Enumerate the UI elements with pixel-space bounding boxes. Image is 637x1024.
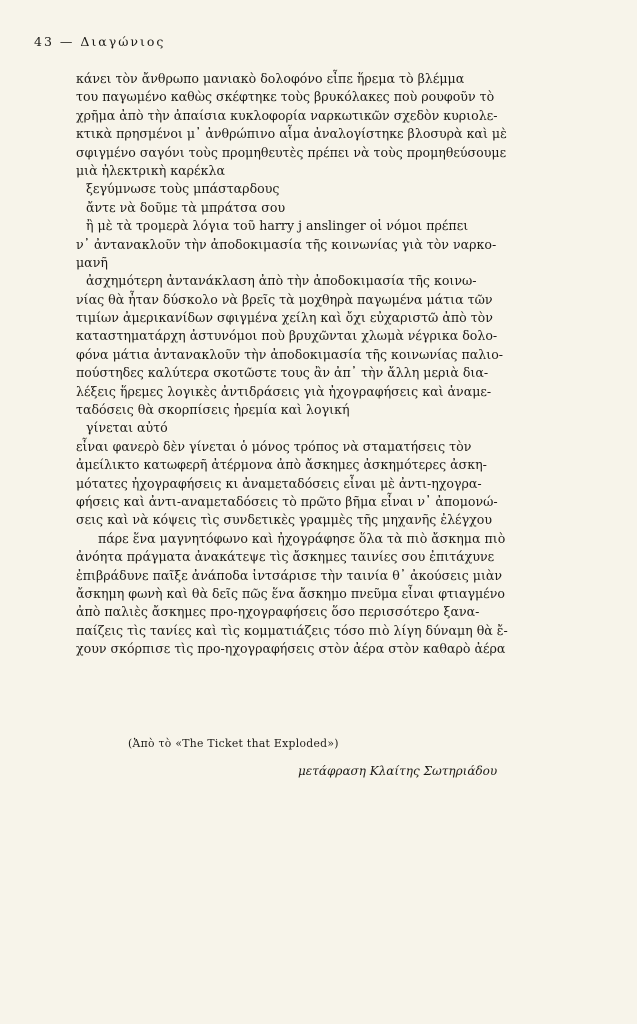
text-line: ἐπιβράδυνε παῖξε ἀνάποδα ἰντσάρισε τὴν ταινία θ᾿ ἀκούσεις μιὰν xyxy=(76,567,503,583)
translator-credit: μετάφραση Κλαίτης Σωτηριάδου xyxy=(298,764,498,778)
text-line: μότατες ἠχογραφήσεις κι ἀναμεταδόσεις εἶναι μὲ ἀντι-ηχογρα- xyxy=(76,475,482,491)
text-line: ν᾿ ἀντανακλοῦν τὴν ἀποδοκιμασία τῆς κοινωνίας γιὰ τὸν ναρκο- xyxy=(76,236,497,252)
text-line: χουν σκόρπισε τὶς προ-ηχογραφήσεις στὸν ἀέρα στὸν καθαρὸ ἀέρα xyxy=(76,641,506,657)
source-note: (Ἀπὸ τὸ «The Ticket that Exploded») xyxy=(128,737,339,750)
text-line: σφιγμένο σαγόνι τοὺς προμηθευτὲς πρέπει νὰ τοὺς προμηθεύσουμε xyxy=(76,144,507,160)
text-line: πούστηδες καλύτερα σκοτῶστε τους ἂν ἀπ᾿ τὴν ἄλλη μεριὰ δια- xyxy=(76,365,489,381)
text-line: τιμίων ἀμερικανίδων σφιγμένα χείλη καὶ ὄχι εὐχαριστῶ ἀπὸ τὸν xyxy=(76,310,493,326)
text-line: ἀνόητα πράγματα ἀνακάτεψε τὶς ἄσκημες ταινίες σου ἐπιτάχυνε xyxy=(76,549,495,565)
text-line: ἄντε νὰ δοῦμε τὰ μπράτσα σου xyxy=(86,199,286,215)
text-line: ταδόσεις θὰ σκορπίσεις ἠρεμία καὶ λογική xyxy=(76,402,350,418)
text-line: μανῆ xyxy=(76,254,108,270)
text-line: ἀσχημότερη ἀντανάκλαση ἀπὸ τὴν ἀποδοκιμασία τῆς κοινω- xyxy=(86,273,477,289)
body-text xyxy=(76,70,598,659)
text-line: παίζεις τὶς τανίες καὶ τὶς κομματιάζεις τόσο πιὸ λίγη δύναμη θὰ ἔ- xyxy=(76,622,508,638)
text-line: ἀμείλικτο κατωφερῆ ἀτέρμονα ἀπὸ ἄσκημες ἀσκημότερες ἀσκη- xyxy=(76,457,487,473)
text-line: φόνα μάτια ἀντανακλοῦν τὴν ἀποδοκιμασία τῆς κοινωνίας παλιο- xyxy=(76,346,504,362)
text-line: σεις καὶ νὰ κόψεις τὶς συνδετικὲς γραμμὲς τῆς μηχανῆς ἐλέγχου xyxy=(76,512,492,528)
text-line: χρῆμα ἀπὸ τὴν ἀπαίσια κυκλοφορία ναρκωτικῶν σχεδὸν κυριολε- xyxy=(76,107,498,123)
text-line: καταστηματάρχη ἀστυνόμοι ποὺ βρυχῶνται χλωμὰ νέγρικα δολο- xyxy=(76,328,498,344)
running-head: 43 — Διαγώνιος xyxy=(34,34,166,49)
text-line: του παγωμένο καθὼς σκέφτηκε τοὺς βρυκόλακες ποὺ ρουφοῦν τὸ xyxy=(76,89,495,105)
text-line: λέξεις ἥρεμες λογικὲς ἀντιδράσεις γιὰ ἠχογραφήσεις καὶ ἀναμε- xyxy=(76,383,492,399)
text-line: μιὰ ἠλεκτρικὴ καρέκλα xyxy=(76,162,225,178)
text-line: πάρε ἕνα μαγνητόφωνο καὶ ἠχογράφησε ὅλα τὰ πιὸ ἄσκημα πιὸ xyxy=(98,530,506,546)
text-line: φήσεις καὶ ἀντι-αναμεταδόσεις τὸ πρῶτο βῆμα εἶναι ν᾿ ἀπομονώ- xyxy=(76,493,498,509)
text-line: ξεγύμνωσε τοὺς μπάσταρδους xyxy=(86,181,280,197)
text-line: κτικὰ πρησμένοι μ᾿ ἀνθρώπινο αἷμα ἀναλογίστηκε βλοσυρὰ καὶ μὲ xyxy=(76,126,507,142)
text-line: γίνεται αὐτό xyxy=(86,420,168,436)
text-line: ἢ μὲ τὰ τρομερὰ λόγια τοῦ harry j anslinger οἱ νόμοι πρέπει xyxy=(86,218,469,234)
text-line: ἀπὸ παλιὲς ἄσκημες προ-ηχογραφήσεις ὅσο περισσότερο ξανα- xyxy=(76,604,480,620)
text-line: ἄσκημη φωνὴ καὶ θὰ δεῖς πῶς ἕνα ἄσκημο πνεῦμα εἶναι φτιαγμένο xyxy=(76,585,505,601)
text-line: εἶναι φανερὸ δὲν γίνεται ὁ μόνος τρόπος νὰ σταματήσεις τὸν xyxy=(76,438,472,454)
text-line: νίας θὰ ἦταν δύσκολο νὰ βρεῖς τὰ μοχθηρὰ παγωμένα μάτια τῶν xyxy=(76,291,493,307)
text-line: κάνει τὸν ἄνθρωπο μανιακὸ δολοφόνο εἶπε ἥρεμα τὸ βλέμμα xyxy=(76,71,465,86)
